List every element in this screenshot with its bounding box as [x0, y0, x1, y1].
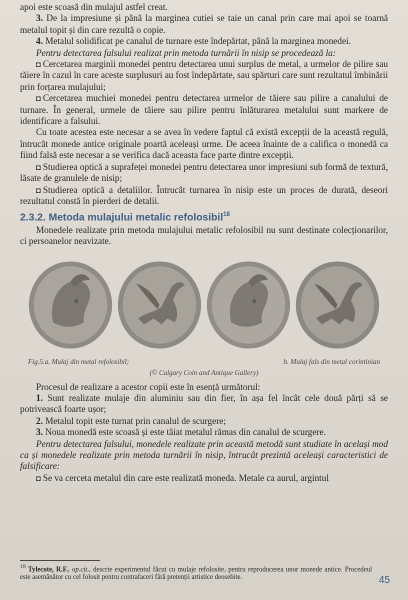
section-heading: 2.3.2. Metoda mulajului metalic refolosibil$^{18}$ [20, 212, 230, 224]
paragraph: Procesul de realizare a acestor copii este în esență următorul: [36, 381, 261, 392]
bullet-icon: ◘ [36, 162, 41, 172]
page-number: 45 [378, 575, 390, 586]
bullet-icon: ◘ [36, 473, 41, 483]
coin-athena-head-image [26, 257, 115, 353]
bullet-icon: ◘ [36, 60, 41, 70]
bullet-item: ◘ Studierea optică a suprafeței monedei pentru detectarea unor impresiuni sub formă de textură, lăsate de granulele de nisip; [20, 161, 388, 184]
coin-pegasus-image [293, 257, 382, 353]
paragraph: Pentru detectarea falsului, monedele realizate prin această metodă sunt studiate în același mod ca și monedele realizate prin metoda turnării în nisip, întrucât prezintă aceleași caracteristici de falsificare: [20, 438, 388, 472]
footnote-rule [20, 560, 100, 561]
paragraph: 3. Noua monedă este scoasă și este tăiat metalul rămas din canalul de scurgere. [36, 427, 326, 438]
figure-caption: Fig.5.a. Mulaj din metal refolosibil; [28, 357, 130, 366]
paragraph: apoi este scoasă din mulajul astfel creat. [20, 2, 168, 12]
bullet-item: ◘ Cercetarea marginii monedei pentru detectarea unui surplus de metal, a urmelor de pilire sau tăiere în cazul în care aceste surplusuri au fost îndepărtate, sau spărturi care sunt rezultatul îmbinării prin forțarea mulajului; [20, 59, 388, 92]
paragraph: 1. Sunt realizate mulaje din aluminiu sau din fier, în așa fel încât cele două părți să se potrivească foarte ușor; [20, 392, 388, 415]
figure-captions [28, 358, 380, 366]
bullet-icon: ◘ [36, 185, 41, 195]
paragraph: 4. Metalul solidificat pe canalul de turnare este îndepărtat, până la marginea monedei. [36, 36, 351, 47]
coin-figure [26, 254, 382, 356]
coin-athena-head-image [204, 257, 293, 353]
coin-pegasus-image [115, 257, 204, 353]
paragraph: Monedele realizate prin metoda mulajului metalic refolosibil nu sunt destinate colecționarilor, ci persoanelor neavizate. [20, 224, 388, 247]
footnote: $^{18}$ Tylecote, R.F., op.cit., descrie experimentul făcut cu mulaje refolosite, pentru reproducerea unor monede antice. Procedeul este asemănător cu cel folosit pentru contrafaceri fără pretenții artistice deosebite. [20, 564, 373, 582]
bullet-icon: ◘ [36, 94, 41, 104]
bullet-item: ◘ Se va cerceta metalul din care este realizată moneda. Metale ca aurul, argintul [36, 472, 329, 483]
bullet-item: ◘ Cercetarea muchiei monedei pentru detectarea urmelor de tăiere sau pilire a canalului de turnare. În general, urmele de tăiere sau pilire pentru înlăturarea metalului sunt markere de identificare a falsului. [20, 93, 388, 127]
figure-credit: (© Calgary Coin and Antique Gallery) [149, 368, 259, 377]
bullet-item: ◘ Studierea optică a detaliilor. Întrucât turnarea în nisip este un proces de durată, deseori rezultatul constă în pierderi de detalii. [20, 184, 388, 206]
figure-caption: b. Mulaj fals din metal corintinian [283, 357, 380, 366]
paragraph: Cu toate acestea este necesar a se avea în vedere faptul că există excepții de la această regulă, întrucât monede antice originale poartă aceleași urme. De aceea înainte de a califica o monedă ca fiind falsă este necesar a se verifica dacă aceasta face parte dintre excepții. [20, 127, 388, 161]
paragraph: 2. Metalul topit este turnat prin canalul de scurgere; [36, 415, 226, 426]
paragraph: Pentru detectarea falsului realizat prin metoda turnării în nisip se procedează la: [36, 47, 336, 58]
paragraph: 3. De la impresiune și până la marginea cutiei se taie un canal prin care mai apoi se toarnă metalul topit și din care rezultă o copie. [20, 13, 388, 35]
